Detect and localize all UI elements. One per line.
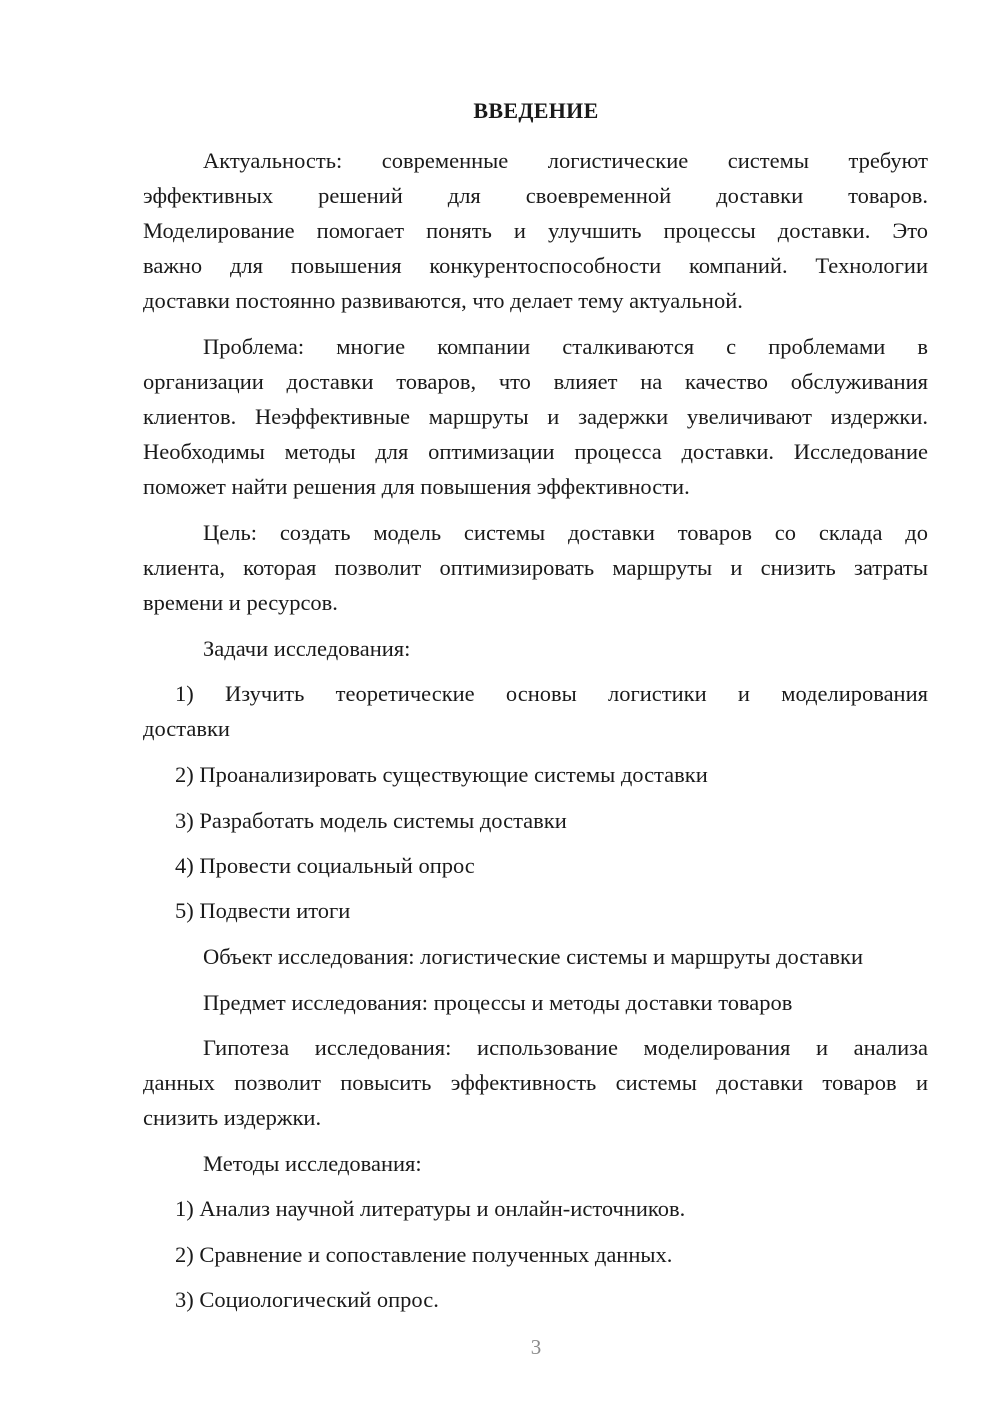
method-item: 1) Анализ научной литературы и онлайн-источников. (175, 1196, 686, 1221)
task-item: 2) Проанализировать существующие системы доставки (175, 762, 708, 787)
paragraph-line: важно для повышения конкурентоспособности компаний. Технологии (143, 253, 928, 278)
method-item: 2) Сравнение и сопоставление полученных данных. (175, 1242, 673, 1267)
paragraph-line: клиентов. Неэффективные маршруты и задержки увеличивают издержки. (143, 404, 928, 429)
task-item: 5) Подвести итоги (175, 898, 351, 923)
task-item: 1) Изучить теоретические основы логистики и моделирования (175, 681, 928, 706)
task-item: 4) Провести социальный опрос (175, 853, 475, 878)
paragraph-line: организации доставки товаров, что влияет на качество обслуживания (143, 369, 928, 394)
research-subject: Предмет исследования: процессы и методы доставки товаров (203, 990, 793, 1015)
paragraph-line: доставки постоянно развиваются, что делает тему актуальной. (143, 288, 743, 313)
methods-heading: Методы исследования: (203, 1151, 422, 1176)
paragraph-line: Проблема: многие компании сталкиваются с проблемами в (203, 334, 928, 359)
tasks-heading: Задачи исследования: (203, 636, 411, 661)
task-item-continuation: доставки (143, 716, 230, 741)
page-title: ВВЕДЕНИЕ (473, 98, 599, 123)
paragraph-line: Необходимы методы для оптимизации процесса доставки. Исследование (143, 439, 928, 464)
paragraph-line: эффективных решений для своевременной доставки товаров. (143, 183, 928, 208)
paragraph-line: времени и ресурсов. (143, 590, 338, 615)
paragraph-line: поможет найти решения для повышения эффективности. (143, 474, 690, 499)
paragraph-line: Актуальность: современные логистические системы требуют (203, 148, 928, 173)
research-object: Объект исследования: логистические системы и маршруты доставки (203, 944, 863, 969)
task-item: 3) Разработать модель системы доставки (175, 808, 567, 833)
method-item: 3) Социологический опрос. (175, 1287, 439, 1312)
paragraph-line: Моделирование помогает понять и улучшить процессы доставки. Это (143, 218, 928, 243)
paragraph-line: Цель: создать модель системы доставки товаров со склада до (203, 520, 928, 545)
page-number: 3 (530, 1335, 542, 1359)
paragraph-line: Гипотеза исследования: использование моделирования и анализа (203, 1035, 928, 1060)
paragraph-line: данных позволит повысить эффективность системы доставки товаров и (143, 1070, 928, 1095)
paragraph-line: снизить издержки. (143, 1105, 322, 1130)
paragraph-line: клиента, которая позволит оптимизировать маршруты и снизить затраты (143, 555, 928, 580)
